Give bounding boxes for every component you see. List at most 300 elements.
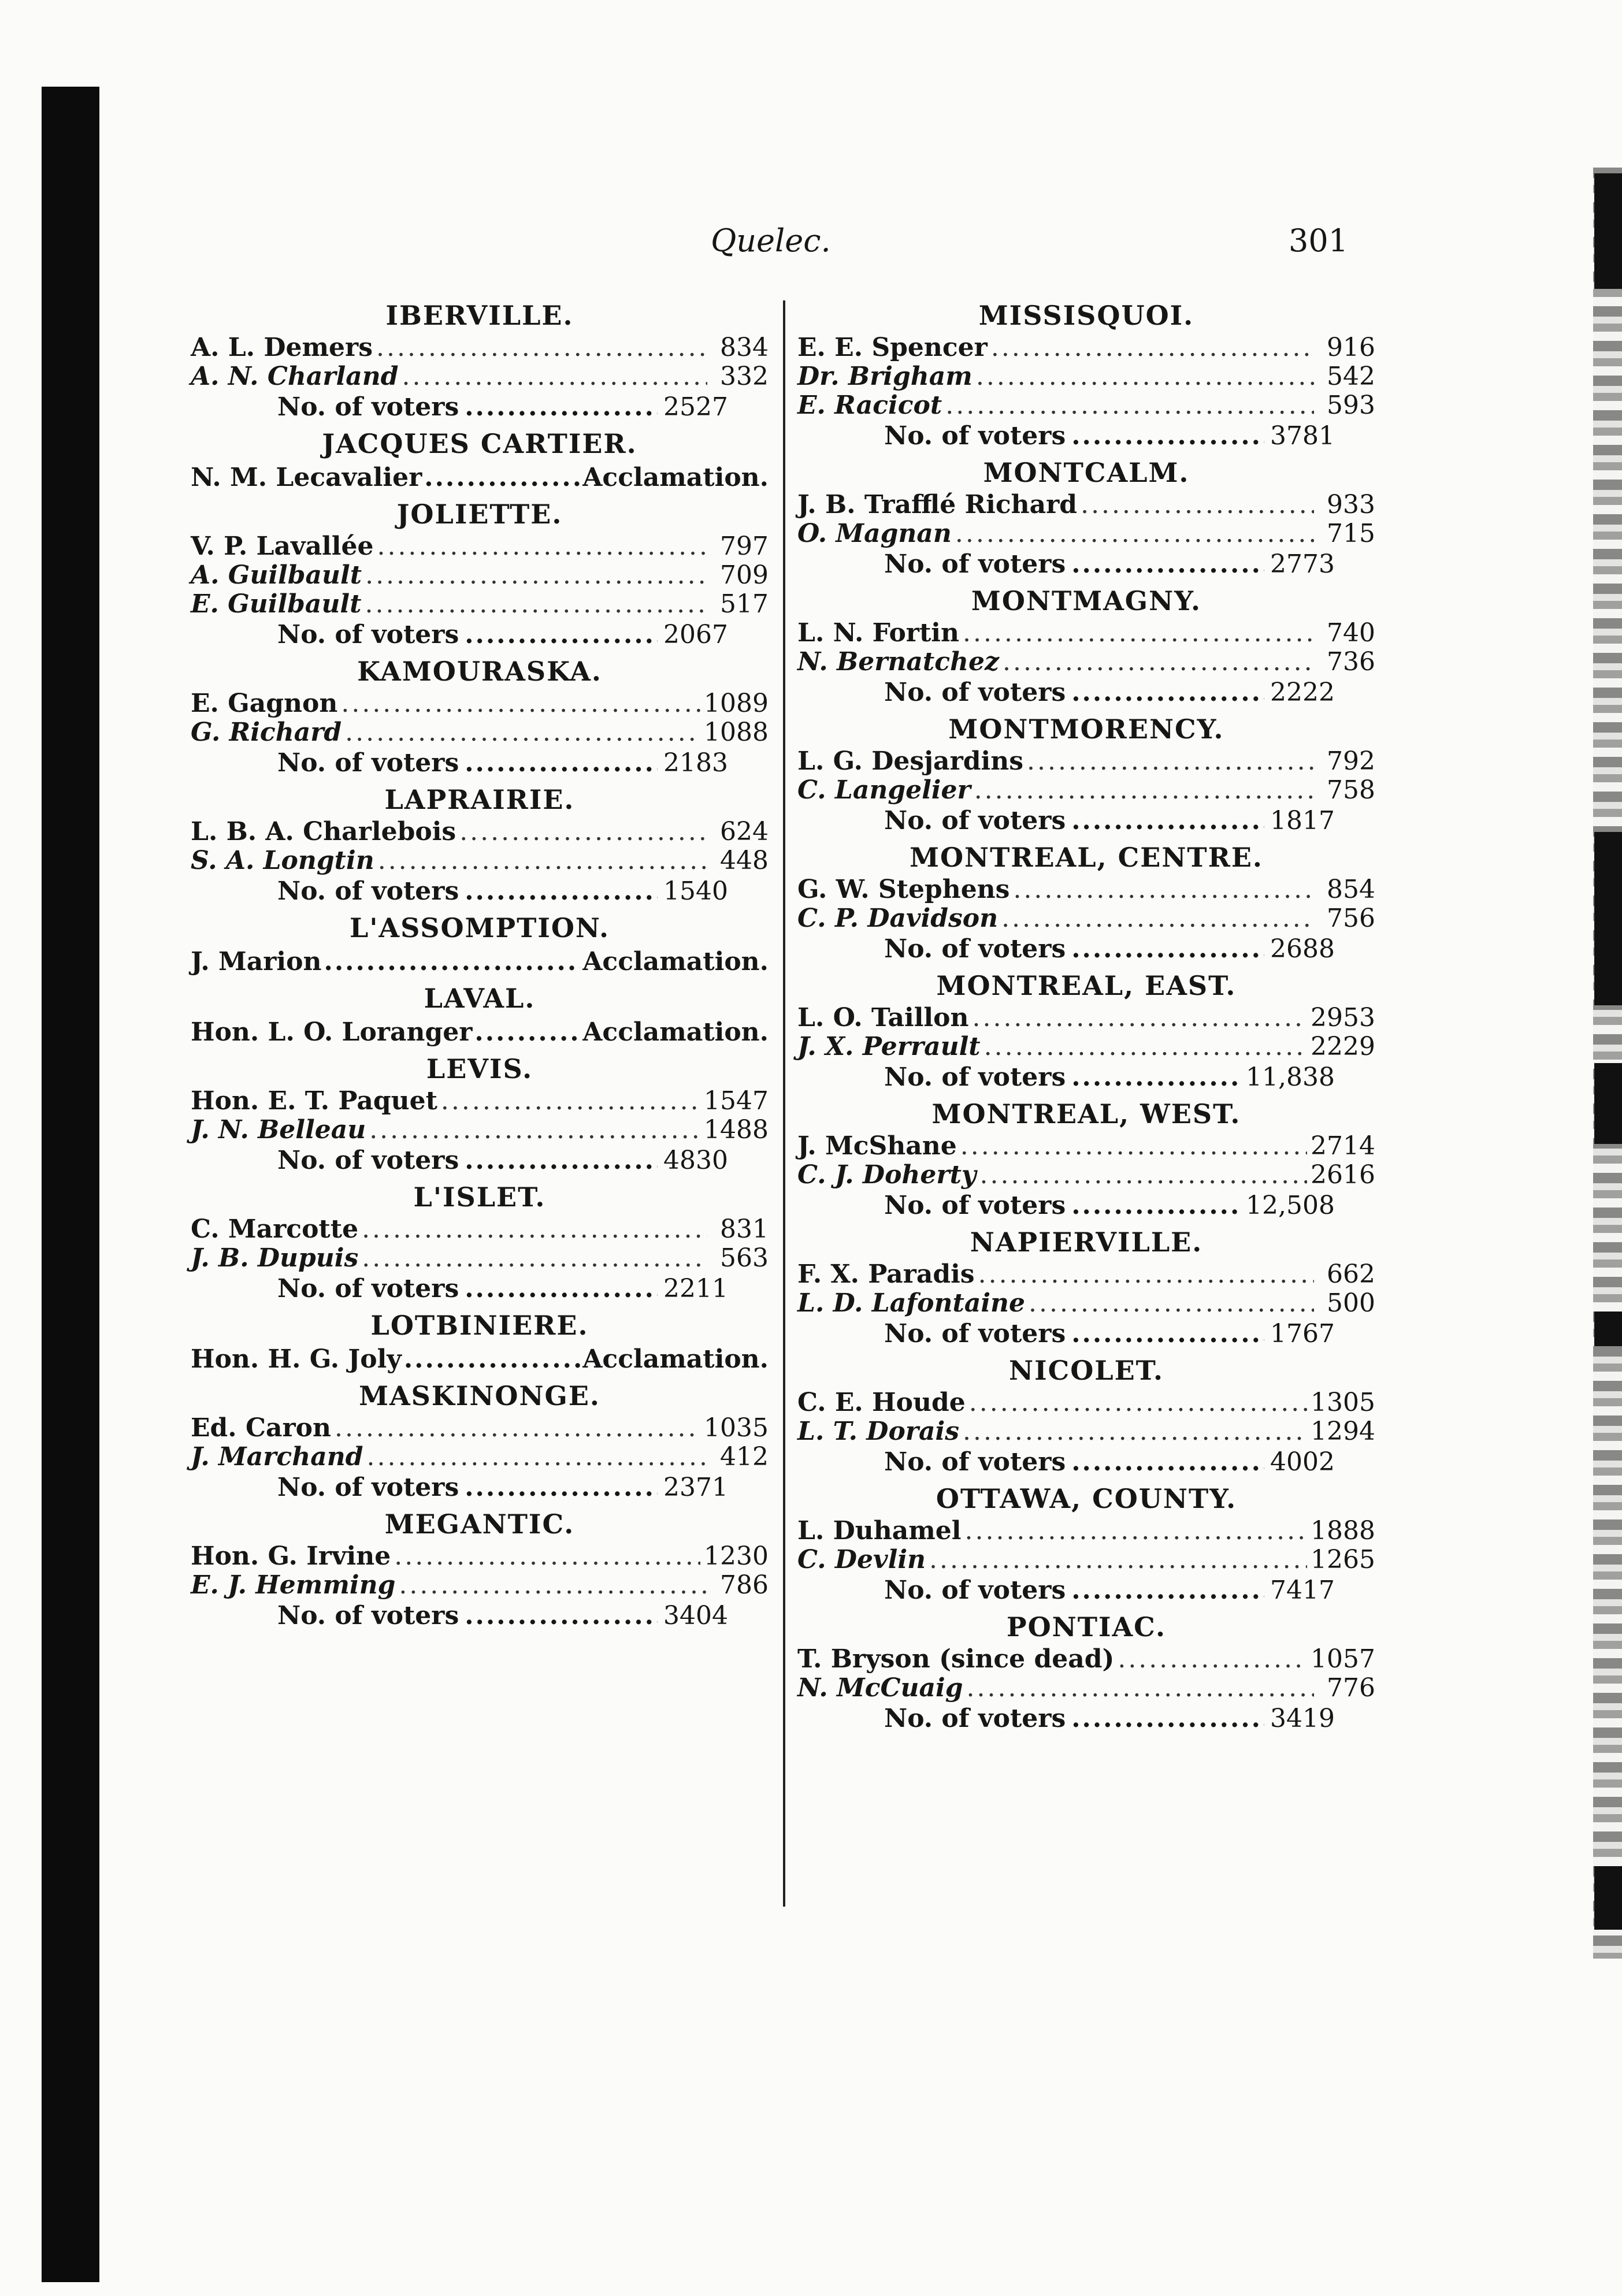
vote-count: 933: [1327, 490, 1375, 519]
dot-leader: [976, 362, 1314, 391]
edge-mark: [1594, 1312, 1622, 1346]
vote-count: 1088: [704, 718, 769, 747]
county-name: MONTCALM.: [983, 457, 1190, 488]
candidate-row: [797, 619, 1375, 648]
county-block: [797, 1096, 1375, 1222]
voters-label: No. of voters: [884, 421, 1066, 451]
candidate-name: Hon. G. Irvine: [191, 1541, 391, 1571]
dot-leader: [1071, 933, 1264, 965]
dot-leader: [399, 1571, 707, 1600]
vote-count: 792: [1327, 746, 1375, 776]
vote-count: 786: [720, 1570, 769, 1600]
dot-leader: [459, 818, 707, 846]
vote-count: 834: [720, 333, 769, 362]
vote-count: 1888: [1311, 1516, 1375, 1545]
county-block: [797, 1353, 1375, 1478]
candidate-row: [797, 776, 1375, 805]
dot-leader: [963, 619, 1314, 648]
county-block: [191, 910, 769, 978]
candidate-name: S. A. Longtin: [191, 846, 374, 875]
dot-leader: [345, 718, 700, 747]
dot-leader: [967, 1674, 1314, 1703]
vote-count: 624: [720, 817, 769, 846]
voters-label: No. of voters: [884, 1062, 1066, 1092]
voters-row: [191, 875, 728, 908]
county-block: [797, 455, 1375, 581]
candidate-name: V. P. Lavallée: [191, 532, 374, 561]
voters-row: [797, 805, 1335, 837]
candidate-row: [191, 362, 769, 391]
candidate-name: J. McShane: [797, 1131, 957, 1161]
dot-leader: [929, 1545, 1307, 1574]
candidate-name: E. Racicot: [797, 391, 942, 420]
voters-row: [797, 1703, 1335, 1735]
vote-count: 563: [720, 1243, 769, 1273]
dot-leader: [377, 532, 707, 561]
county-block: [191, 1506, 769, 1632]
voters-count: 2222: [1270, 678, 1335, 707]
dot-leader: [960, 1132, 1307, 1161]
voters-count: 1817: [1270, 806, 1335, 835]
county-block: [797, 1481, 1375, 1607]
vote-count: 758: [1327, 775, 1375, 805]
candidate-name: Hon. E. T. Paquet: [191, 1086, 437, 1116]
county-name: IBERVILLE.: [385, 300, 574, 331]
voters-count: 7417: [1270, 1576, 1335, 1605]
vote-count: 736: [1327, 647, 1375, 677]
voters-count: 2183: [663, 748, 728, 778]
dot-leader: [404, 1343, 580, 1376]
county-block: [191, 496, 769, 651]
candidate-name: G. Richard: [191, 718, 342, 747]
dot-leader: [365, 590, 707, 619]
dot-leader: [1029, 1289, 1314, 1318]
dot-leader: [441, 1087, 700, 1116]
voters-count: 1767: [1270, 1319, 1335, 1348]
voters-label: No. of voters: [884, 1704, 1066, 1733]
voters-row: [191, 1273, 728, 1305]
candidate-row: [797, 333, 1375, 362]
county-block: [797, 711, 1375, 837]
vote-count: 332: [720, 362, 769, 391]
voters-label: No. of voters: [277, 1601, 459, 1630]
candidate-name: E. E. Spencer: [797, 333, 988, 362]
candidate-name: J. B. Dupuis: [191, 1243, 359, 1273]
dot-leader: [974, 776, 1314, 805]
dot-leader: [955, 519, 1314, 548]
candidate-name: L. D. Lafontaine: [797, 1288, 1026, 1318]
candidate-name: Dr. Brigham: [797, 362, 973, 391]
vote-count: 831: [720, 1214, 769, 1244]
acclamation-row: [191, 1343, 769, 1376]
voters-label: No. of voters: [277, 392, 459, 422]
candidate-name: E. Gagnon: [191, 689, 338, 718]
candidate-row: [797, 491, 1375, 519]
edge-mark: [1594, 1063, 1622, 1144]
voters-label: No. of voters: [884, 549, 1066, 579]
dot-leader: [465, 619, 658, 651]
acclamation-result: Acclamation.: [582, 1344, 769, 1374]
county-block: [191, 426, 769, 494]
dot-leader: [1071, 677, 1264, 709]
voters-row: [797, 420, 1335, 452]
dot-leader: [424, 462, 580, 494]
candidate-name: A. N. Charland: [191, 362, 399, 391]
acclamation-result: Acclamation.: [582, 463, 769, 492]
voters-row: [797, 933, 1335, 965]
candidate-name: J. X. Perrault: [797, 1032, 981, 1061]
candidate-row: [797, 362, 1375, 391]
vote-count: 916: [1327, 333, 1375, 362]
dot-leader: [474, 1016, 580, 1049]
county-name: KAMOURASKA.: [357, 656, 602, 687]
voters-row: [797, 677, 1335, 709]
voters-count: 3404: [663, 1601, 728, 1630]
county-block: [191, 1378, 769, 1504]
candidate-row: [191, 333, 769, 362]
voters-row: [191, 1472, 728, 1504]
candidate-row: [797, 1032, 1375, 1061]
candidate-row: [191, 590, 769, 619]
vote-count: 715: [1327, 519, 1375, 548]
vote-count: 2616: [1311, 1160, 1375, 1190]
running-head: [191, 217, 1404, 280]
vote-count: 2229: [1311, 1032, 1375, 1061]
dot-leader: [1071, 805, 1264, 837]
county-name: MASKINONGE.: [359, 1380, 600, 1411]
vote-count: 500: [1327, 1288, 1375, 1318]
voters-label: No. of voters: [884, 934, 1066, 964]
dot-leader: [1071, 420, 1264, 452]
candidate-name: Hon. H. G. Joly: [191, 1344, 402, 1374]
county-name: MONTREAL, WEST.: [931, 1098, 1241, 1130]
voters-row: [797, 1061, 1335, 1094]
candidate-name: G. W. Stephens: [797, 875, 1010, 904]
county-block: [191, 1307, 769, 1376]
county-block: [191, 653, 769, 779]
candidate-name: Hon. L. O. Loranger: [191, 1017, 473, 1047]
candidate-name: J. Marion: [191, 947, 322, 976]
candidate-row: [797, 1674, 1375, 1703]
candidate-row: [797, 875, 1375, 904]
edge-mark: [1594, 1866, 1622, 1930]
county-name: MONTREAL, CENTRE.: [910, 842, 1263, 873]
voters-row: [191, 1145, 728, 1177]
candidate-row: [191, 718, 769, 747]
voters-label: No. of voters: [277, 620, 459, 649]
candidate-row: [797, 1289, 1375, 1318]
dot-leader: [366, 1443, 707, 1472]
vote-count: 776: [1327, 1673, 1375, 1703]
voters-row: [191, 747, 728, 779]
voters-count: 4830: [663, 1146, 728, 1175]
candidate-row: [797, 1132, 1375, 1161]
county-block: [797, 839, 1375, 965]
candidate-row: [797, 747, 1375, 776]
candidate-name: C. J. Doherty: [797, 1160, 977, 1190]
vote-count: 542: [1327, 362, 1375, 391]
running-title: Quelec.: [711, 222, 831, 259]
candidate-row: [191, 846, 769, 875]
dot-leader: [1071, 1061, 1240, 1094]
candidate-name: L. Duhamel: [797, 1516, 962, 1545]
dot-leader: [991, 333, 1314, 362]
candidate-row: [191, 532, 769, 561]
acclamation-row: [191, 946, 769, 978]
county-name: JACQUES CARTIER.: [322, 428, 637, 459]
dot-leader: [1071, 1446, 1264, 1478]
dot-leader: [984, 1032, 1307, 1061]
voters-count: 1540: [663, 876, 728, 906]
candidate-name: L. B. A. Charlebois: [191, 817, 456, 846]
county-block: [191, 298, 769, 423]
vote-count: 854: [1327, 875, 1375, 904]
vote-count: 756: [1327, 904, 1375, 933]
candidate-name: L. T. Dorais: [797, 1417, 959, 1446]
vote-count: 1089: [704, 689, 769, 718]
candidate-name: N. McCuaig: [797, 1673, 963, 1703]
county-block: [191, 980, 769, 1049]
vote-count: 593: [1327, 391, 1375, 420]
acclamation-row: [191, 1016, 769, 1049]
dot-leader: [378, 846, 707, 875]
dot-leader: [1071, 1574, 1264, 1607]
column-rule: [783, 300, 785, 1907]
candidate-name: O. Magnan: [797, 519, 952, 548]
dot-leader: [972, 1004, 1307, 1032]
county-name: LAPRAIRIE.: [384, 784, 575, 815]
vote-count: 709: [720, 560, 769, 590]
vote-count: 740: [1327, 618, 1375, 648]
candidate-name: J. B. Trafflé Richard: [797, 490, 1078, 519]
candidate-row: [191, 1087, 769, 1116]
county-block: [797, 1224, 1375, 1350]
voters-row: [797, 1318, 1335, 1350]
county-name: LAVAL.: [424, 983, 536, 1014]
dot-leader: [969, 1388, 1307, 1417]
book-spine-shadow: [42, 87, 99, 2282]
dot-leader: [1071, 1703, 1264, 1735]
county-block: [797, 1609, 1375, 1735]
vote-count: 517: [720, 589, 769, 619]
vote-count: 1265: [1311, 1545, 1375, 1574]
voters-row: [191, 1600, 728, 1632]
voters-label: No. of voters: [884, 806, 1066, 835]
candidate-name: F. X. Paradis: [797, 1260, 975, 1289]
vote-count: 2714: [1311, 1131, 1375, 1161]
candidate-name: L. N. Fortin: [797, 618, 960, 648]
county-name: JOLIETTE.: [396, 499, 563, 530]
county-block: [191, 1179, 769, 1305]
voters-count: 2371: [663, 1473, 728, 1502]
candidate-name: E. J. Hemming: [191, 1570, 396, 1600]
county-block: [797, 583, 1375, 709]
county-block: [797, 968, 1375, 1094]
candidate-name: J. Marchand: [191, 1442, 363, 1472]
candidate-row: [797, 1161, 1375, 1190]
candidate-name: A. Guilbault: [191, 560, 362, 590]
voters-row: [797, 548, 1335, 581]
voters-count: 2211: [663, 1274, 728, 1303]
candidate-name: N. Bernatchez: [797, 647, 999, 677]
dot-leader: [1081, 491, 1314, 519]
county-name: L'ASSOMPTION.: [349, 912, 610, 943]
voters-label: No. of voters: [884, 1191, 1066, 1220]
candidate-name: C. P. Davidson: [797, 904, 999, 933]
candidate-row: [797, 648, 1375, 677]
candidate-row: [797, 1517, 1375, 1545]
voters-label: No. of voters: [277, 748, 459, 778]
dot-leader: [362, 1244, 707, 1273]
dot-leader: [965, 1517, 1308, 1545]
dot-leader: [1001, 904, 1314, 933]
voters-row: [191, 619, 728, 651]
vote-count: 662: [1327, 1260, 1375, 1289]
dot-leader: [465, 1600, 658, 1632]
candidate-row: [797, 391, 1375, 420]
candidate-row: [797, 1645, 1375, 1674]
voters-label: No. of voters: [884, 1319, 1066, 1348]
county-name: MONTREAL, EAST.: [936, 970, 1237, 1001]
county-name: LOTBINIERE.: [370, 1310, 589, 1341]
candidate-name: E. Guilbault: [191, 589, 362, 619]
edge-mark: [1594, 173, 1622, 289]
dot-leader: [978, 1260, 1314, 1289]
vote-count: 1230: [704, 1541, 769, 1571]
dot-leader: [394, 1542, 700, 1571]
candidate-row: [191, 1542, 769, 1571]
dot-leader: [1027, 747, 1314, 776]
voters-label: No. of voters: [884, 1576, 1066, 1605]
vote-count: 1035: [704, 1413, 769, 1443]
edge-mark: [1594, 832, 1622, 1005]
dot-leader: [1071, 548, 1264, 581]
left-column: [191, 298, 769, 1634]
vote-count: 448: [720, 846, 769, 875]
vote-count: 1305: [1311, 1388, 1375, 1417]
voters-label: No. of voters: [277, 876, 459, 906]
candidate-name: C. E. Houde: [797, 1388, 966, 1417]
county-block: [797, 298, 1375, 452]
dot-leader: [365, 561, 707, 590]
dot-leader: [979, 1161, 1307, 1190]
voters-label: No. of voters: [884, 1447, 1066, 1477]
dot-leader: [362, 1215, 707, 1244]
candidate-name: C. Devlin: [797, 1545, 926, 1574]
dot-leader: [465, 1273, 658, 1305]
candidate-name: L. O. Taillon: [797, 1003, 969, 1032]
dot-leader: [1013, 875, 1314, 904]
dot-leader: [963, 1417, 1307, 1446]
county-block: [191, 782, 769, 908]
acclamation-result: Acclamation.: [582, 1017, 769, 1047]
voters-label: No. of voters: [277, 1146, 459, 1175]
candidate-row: [191, 1116, 769, 1145]
right-column: [797, 298, 1375, 1737]
candidate-row: [191, 818, 769, 846]
page: [191, 217, 1404, 1927]
acclamation-result: Acclamation.: [582, 947, 769, 976]
county-name: L'ISLET.: [413, 1182, 546, 1213]
candidate-name: J. N. Belleau: [191, 1115, 366, 1145]
county-name: NAPIERVILLE.: [970, 1227, 1203, 1258]
voters-count: 3419: [1270, 1704, 1335, 1733]
candidate-name: A. L. Demers: [191, 333, 373, 362]
vote-count: 412: [720, 1442, 769, 1472]
candidate-name: C. Marcotte: [191, 1214, 359, 1244]
county-name: PONTIAC.: [1007, 1611, 1166, 1643]
candidate-row: [191, 1244, 769, 1273]
candidate-row: [191, 1414, 769, 1443]
candidate-name: N. M. Lecavalier: [191, 463, 422, 492]
candidate-name: T. Bryson (since dead): [797, 1644, 1115, 1674]
candidate-row: [191, 561, 769, 590]
county-name: LEVIS.: [426, 1053, 533, 1084]
candidate-row: [191, 689, 769, 718]
dot-leader: [335, 1414, 700, 1443]
vote-count: 1547: [704, 1086, 769, 1116]
voters-count: 2688: [1270, 934, 1335, 964]
dot-leader: [324, 946, 581, 978]
dot-leader: [465, 875, 658, 908]
candidate-name: C. Langelier: [797, 775, 971, 805]
county-name: OTTAWA, COUNTY.: [936, 1483, 1237, 1514]
dot-leader: [465, 1472, 658, 1504]
vote-count: 2953: [1311, 1003, 1375, 1032]
voters-row: [797, 1574, 1335, 1607]
candidate-row: [797, 1388, 1375, 1417]
candidate-row: [797, 1260, 1375, 1289]
voters-count: 2067: [663, 620, 728, 649]
page-number: 301: [1289, 222, 1349, 259]
voters-row: [797, 1446, 1335, 1478]
candidate-name: Ed. Caron: [191, 1413, 331, 1443]
candidate-name: L. G. Desjardins: [797, 746, 1023, 776]
vote-count: 1488: [704, 1115, 769, 1145]
county-name: MISSISQUOI.: [978, 300, 1194, 331]
voters-count: 4002: [1270, 1447, 1335, 1477]
voters-count: 3781: [1270, 421, 1335, 451]
voters-count: 2773: [1270, 549, 1335, 579]
vote-count: 797: [720, 532, 769, 561]
voters-row: [191, 391, 728, 423]
dot-leader: [369, 1116, 700, 1145]
county-name: MONTMAGNY.: [971, 585, 1202, 616]
candidate-row: [797, 1545, 1375, 1574]
dot-leader: [341, 689, 700, 718]
dot-leader: [376, 333, 707, 362]
voters-row: [797, 1190, 1335, 1222]
county-name: MEGANTIC.: [384, 1509, 575, 1540]
dot-leader: [465, 1145, 658, 1177]
voters-label: No. of voters: [277, 1473, 459, 1502]
candidate-row: [797, 904, 1375, 933]
dot-leader: [465, 391, 658, 423]
voters-count: 12,508: [1246, 1191, 1335, 1220]
dot-leader: [1071, 1318, 1264, 1350]
vote-count: 1294: [1311, 1417, 1375, 1446]
acclamation-row: [191, 462, 769, 494]
dot-leader: [945, 391, 1314, 420]
voters-label: No. of voters: [277, 1274, 459, 1303]
county-name: MONTMORENCY.: [948, 714, 1224, 745]
candidate-row: [191, 1215, 769, 1244]
dot-leader: [1118, 1645, 1307, 1674]
voters-count: 2527: [663, 392, 728, 422]
dot-leader: [402, 362, 708, 391]
voters-label: No. of voters: [884, 678, 1066, 707]
county-block: [191, 1051, 769, 1177]
